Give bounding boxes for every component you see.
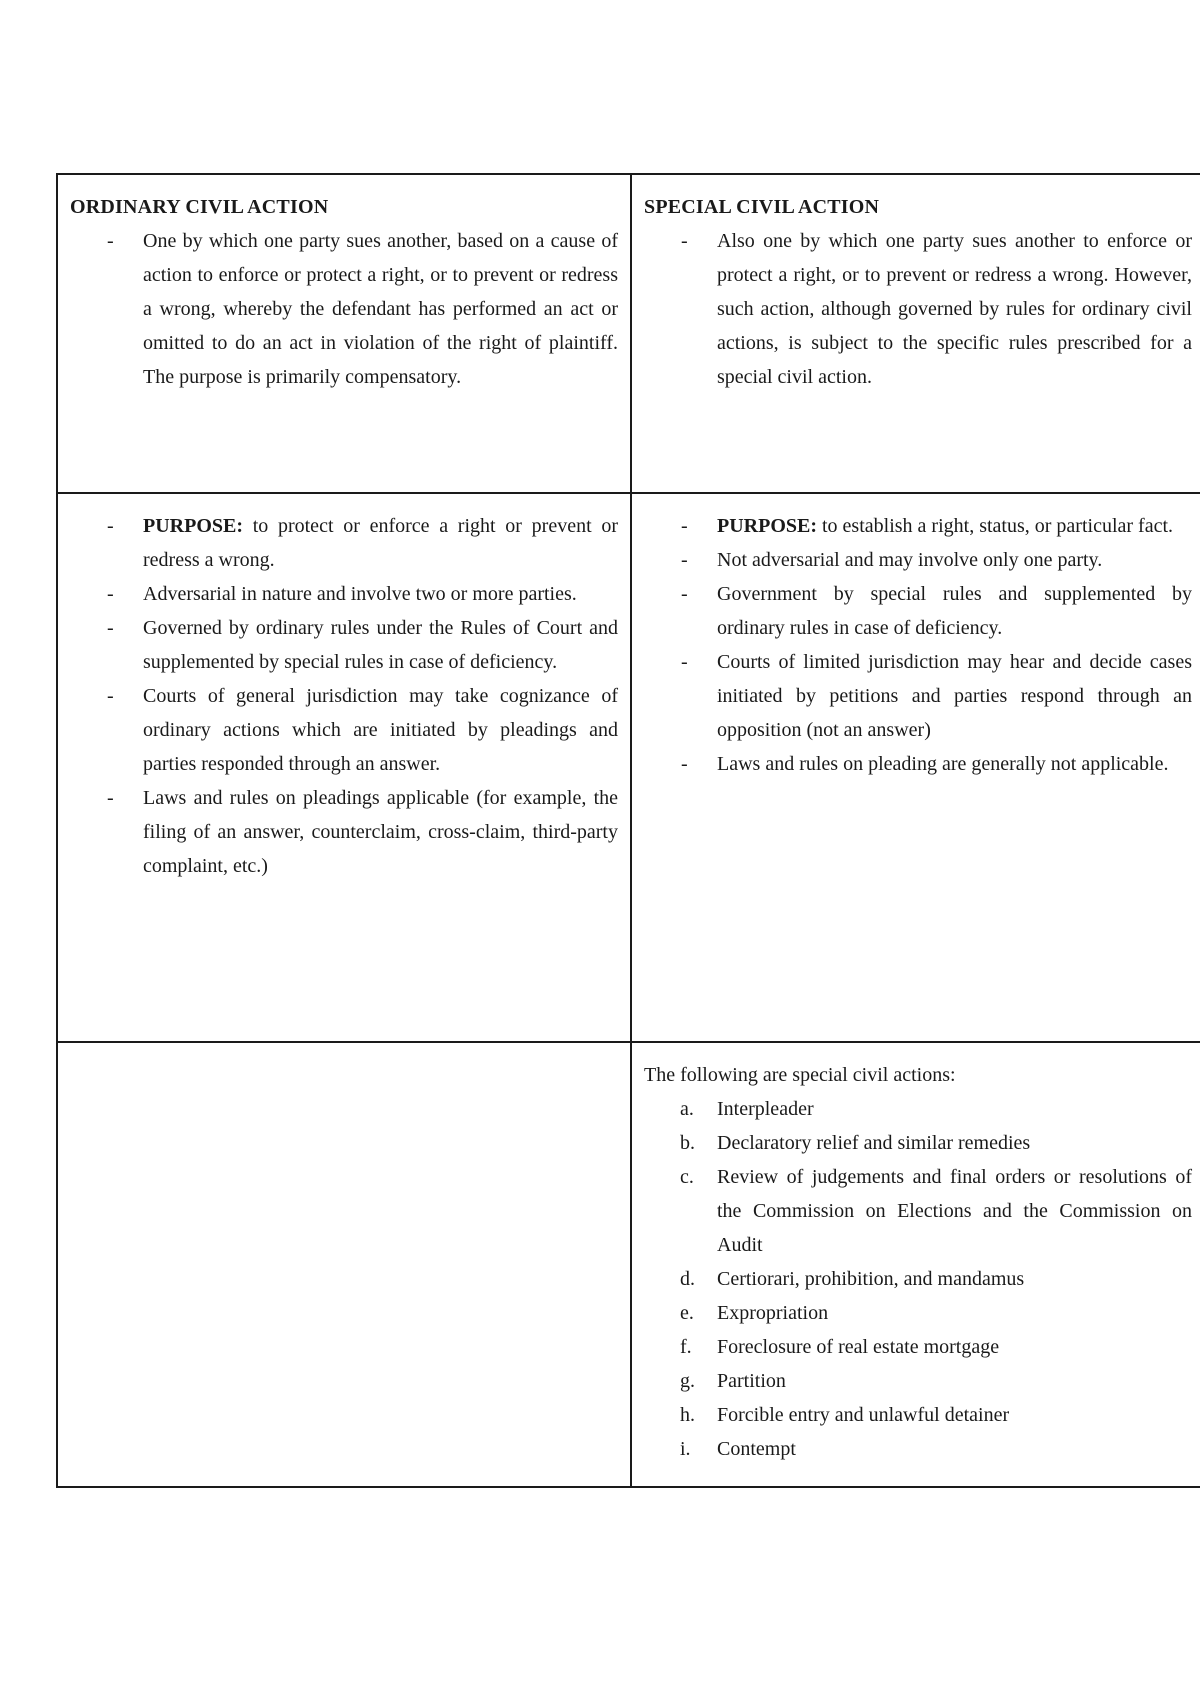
list-item-text: Foreclosure of real estate mortgage	[717, 1336, 1000, 1358]
list-item-text: Declaratory relief and similar remedies	[717, 1132, 1031, 1154]
list-marker: c.	[680, 1166, 694, 1188]
dash-bullet: -	[681, 230, 688, 252]
point-text: Not adversarial and may involve only one party.	[717, 549, 1103, 571]
list-item-text: Review of judgements and final orders or resolutions of the Commission on Elections and the Commission on Audit	[717, 1166, 1192, 1256]
dash-bullet: -	[681, 753, 688, 775]
list-item	[70, 781, 618, 883]
list-item	[644, 577, 1192, 645]
list-item-text: Forcible entry and unlawful detainer	[717, 1404, 1010, 1426]
list-item	[644, 543, 1192, 577]
list-marker: a.	[680, 1098, 694, 1120]
list-item	[644, 1398, 1192, 1432]
list-marker: d.	[680, 1268, 695, 1290]
list-item	[644, 1296, 1192, 1330]
list-item	[70, 611, 618, 679]
dash-bullet: -	[107, 230, 114, 252]
special-actions-list	[644, 1092, 1192, 1466]
list-item-text: Interpleader	[717, 1098, 814, 1120]
dash-bullet: -	[681, 549, 688, 571]
ordinary-definition-cell	[57, 174, 631, 493]
dash-bullet: -	[681, 515, 688, 537]
ordinary-points-list	[70, 509, 618, 883]
list-item	[644, 1126, 1192, 1160]
special-definition-cell	[631, 174, 1200, 493]
dash-bullet: -	[107, 685, 114, 707]
dash-bullet: -	[681, 583, 688, 605]
list-marker: f.	[680, 1336, 692, 1358]
point-text: Governed by ordinary rules under the Rules of Court and supplemented by special rules in case of deficiency.	[143, 617, 618, 673]
purpose-label: PURPOSE:	[717, 515, 817, 537]
list-item	[70, 679, 618, 781]
point-text: to establish a right, status, or particular fact.	[817, 515, 1174, 537]
special-definition-text: Also one by which one party sues another to enforce or protect a right, or to prevent or redress a wrong. However, such action, although governed by rules for ordinary civil actions, is subject to the specific rules prescribed for a special civil action.	[717, 230, 1192, 388]
special-points-list	[644, 509, 1192, 781]
table-row	[57, 1042, 1200, 1487]
list-marker: e.	[680, 1302, 694, 1324]
point-text: Adversarial in nature and involve two or more parties.	[143, 583, 577, 605]
special-definition-list	[644, 224, 1192, 394]
list-marker: h.	[680, 1404, 695, 1426]
empty-cell	[57, 1042, 631, 1487]
purpose-label: PURPOSE:	[143, 515, 243, 537]
list-item	[644, 1330, 1192, 1364]
point-text: Government by special rules and supplemented by ordinary rules in case of deficiency.	[717, 583, 1192, 639]
list-item	[644, 747, 1192, 781]
dash-bullet: -	[107, 787, 114, 809]
list-item	[644, 1262, 1192, 1296]
list-item	[644, 1432, 1192, 1466]
special-points-cell	[631, 493, 1200, 1042]
list-item	[70, 224, 618, 394]
point-text: Laws and rules on pleadings applicable (for example, the filing of an answer, counterclaim, cross-claim, third-party complaint, etc.)	[143, 787, 618, 877]
list-item-text: Contempt	[717, 1438, 796, 1460]
list-item	[644, 509, 1192, 543]
list-marker: b.	[680, 1132, 695, 1154]
list-item	[644, 1092, 1192, 1126]
dash-bullet: -	[107, 515, 114, 537]
ordinary-definition-text: One by which one party sues another, based on a cause of action to enforce or protect a right, or to prevent or redress a wrong, whereby the defendant has performed an act or omitted to do an act in violation of the right of plaintiff. The purpose is primarily compensatory.	[143, 230, 618, 388]
ordinary-definition-list	[70, 224, 618, 394]
point-text: Courts of limited jurisdiction may hear and decide cases initiated by petitions and parties respond through an opposition (not an answer)	[717, 651, 1192, 741]
comparison-table	[56, 173, 1200, 1488]
list-marker: g.	[680, 1370, 695, 1392]
ordinary-points-cell	[57, 493, 631, 1042]
ordinary-heading: ORDINARY CIVIL ACTION	[70, 196, 329, 218]
table-row	[57, 174, 1200, 493]
dash-bullet: -	[107, 617, 114, 639]
list-item	[644, 1364, 1192, 1398]
special-heading: SPECIAL CIVIL ACTION	[644, 196, 880, 218]
list-item-text: Partition	[717, 1370, 786, 1392]
dash-bullet: -	[107, 583, 114, 605]
list-item	[644, 1160, 1192, 1262]
list-item	[644, 645, 1192, 747]
list-item	[70, 577, 618, 611]
special-actions-intro: The following are special civil actions:	[644, 1064, 956, 1086]
list-marker: i.	[680, 1438, 691, 1460]
dash-bullet: -	[681, 651, 688, 673]
table-row	[57, 493, 1200, 1042]
point-text: Laws and rules on pleading are generally not applicable.	[717, 753, 1169, 775]
point-text: to protect or enforce a right or prevent or redress a wrong.	[143, 515, 618, 571]
list-item-text: Certiorari, prohibition, and mandamus	[717, 1268, 1025, 1290]
special-actions-cell	[631, 1042, 1200, 1487]
list-item	[70, 509, 618, 577]
point-text: Courts of general jurisdiction may take cognizance of ordinary actions which are initiated by pleadings and parties responded through an answer.	[143, 685, 618, 775]
list-item-text: Expropriation	[717, 1302, 829, 1324]
list-item	[644, 224, 1192, 394]
